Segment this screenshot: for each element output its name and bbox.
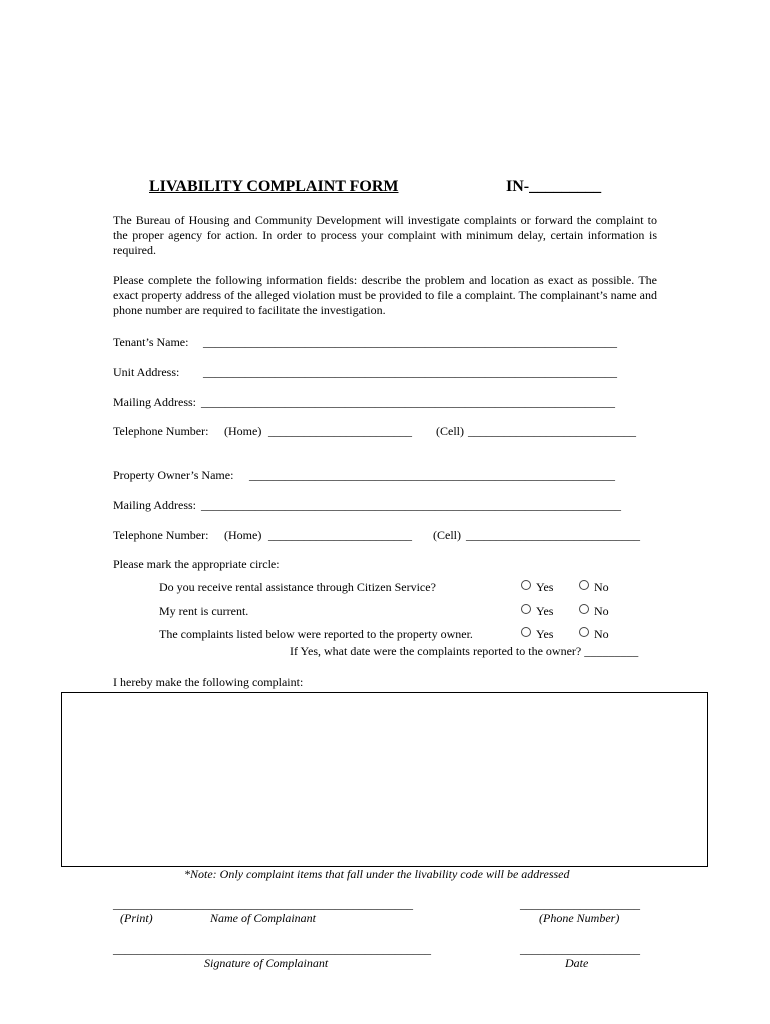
unit-address-field[interactable]: _____________________________________________________________________ [203, 365, 617, 379]
tenant-mailing-label: Mailing Address: [113, 395, 196, 409]
owner-home-field[interactable]: ________________________ [268, 528, 412, 542]
print-name-line[interactable]: __________________________________________________ [113, 897, 413, 911]
q2-yes-option[interactable] [521, 604, 553, 619]
owner-phone-label: Telephone Number: [113, 528, 209, 542]
signature-line[interactable]: _____________________________________________________ [113, 942, 431, 956]
radio-circle-icon[interactable] [521, 580, 531, 590]
q2-no-option[interactable] [579, 604, 609, 619]
intro-paragraph-1: The Bureau of Housing and Community Development will investigate complaints or forward the complaint to the proper agency for action. In order to process your complaint with minimum delay, certain information is required. [113, 213, 657, 257]
questions-intro: Please mark the appropriate circle: [113, 557, 280, 571]
date-line[interactable]: ____________________ [520, 942, 640, 956]
no-label: No [594, 580, 609, 594]
question-rental-assistance: Do you receive rental assistance through Citizen Service? [159, 580, 436, 594]
question-reported-to-owner: The complaints listed below were reported to the property owner. [159, 627, 473, 641]
radio-circle-icon[interactable] [521, 627, 531, 637]
date-label: Date [565, 956, 589, 970]
signature-label: Signature of Complainant [204, 956, 329, 970]
form-number: IN-_________ [506, 178, 602, 195]
no-label: No [594, 604, 609, 618]
print-label: (Print) [120, 911, 153, 925]
owner-name-field[interactable]: _____________________________________________________________ [249, 468, 615, 482]
no-label: No [594, 627, 609, 641]
tenant-name-label: Tenant’s Name: [113, 335, 189, 349]
question-rent-current: My rent is current. [159, 604, 249, 618]
name-of-complainant-label: Name of Complainant [210, 911, 317, 925]
unit-address-label: Unit Address: [113, 365, 180, 379]
q1-yes-option[interactable] [521, 580, 553, 595]
tenant-home-field[interactable]: ________________________ [268, 424, 412, 438]
yes-label: Yes [536, 604, 554, 618]
owner-home-label: (Home) [224, 528, 262, 542]
q3-yes-option[interactable] [521, 627, 553, 642]
radio-circle-icon[interactable] [579, 627, 589, 637]
tenant-cell-label: (Cell) [436, 424, 464, 438]
radio-circle-icon[interactable] [579, 604, 589, 614]
complaint-note: *Note: Only complaint items that fall under the livability code will be addressed [184, 867, 570, 881]
yes-label: Yes [536, 580, 554, 594]
complaint-label: I hereby make the following complaint: [113, 675, 304, 689]
phone-number-line[interactable]: ____________________ [520, 897, 640, 911]
tenant-mailing-field[interactable]: _____________________________________________________________________ [201, 395, 615, 409]
yes-label: Yes [536, 627, 554, 641]
tenant-home-label: (Home) [224, 424, 262, 438]
radio-circle-icon[interactable] [579, 580, 589, 590]
complaint-textbox[interactable] [61, 692, 708, 867]
tenant-name-field[interactable]: _____________________________________________________________________ [203, 335, 617, 349]
intro-paragraph-2: Please complete the following information fields: describe the problem and location as exact as possible. The exact property address of the alleged violation must be provided to file a complaint. The complainant’s name and phone number are required to facilitate the investigation. [113, 273, 657, 317]
owner-mailing-label: Mailing Address: [113, 498, 196, 512]
owner-cell-field[interactable]: _____________________________ [466, 528, 640, 542]
radio-circle-icon[interactable] [521, 604, 531, 614]
owner-name-label: Property Owner’s Name: [113, 468, 234, 482]
q3-no-option[interactable] [579, 627, 609, 642]
tenant-cell-field[interactable]: ____________________________ [468, 424, 636, 438]
q1-no-option[interactable] [579, 580, 609, 595]
form-title: LIVABILITY COMPLAINT FORM [149, 178, 399, 195]
tenant-phone-label: Telephone Number: [113, 424, 209, 438]
owner-cell-label: (Cell) [433, 528, 461, 542]
owner-mailing-field[interactable]: ______________________________________________________________________ [201, 498, 621, 512]
phone-number-label: (Phone Number) [539, 911, 620, 925]
followup-date-question[interactable]: If Yes, what date were the complaints reported to the owner? _________ [290, 644, 639, 658]
